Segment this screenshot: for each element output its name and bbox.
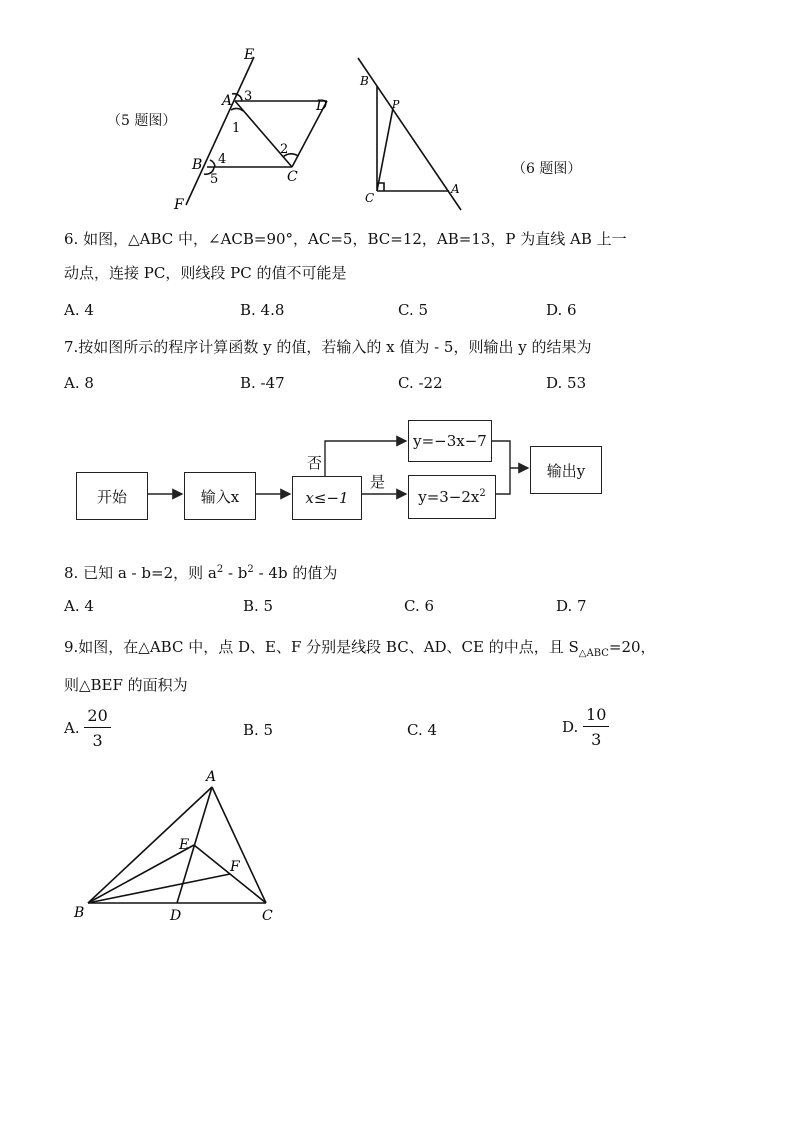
flow-input-label: 输入x	[200, 487, 240, 506]
label-5: 5	[210, 172, 219, 187]
flow-branch-yes-label	[418, 488, 486, 506]
option-d-fraction	[583, 705, 609, 749]
flow-output-label: 输出y	[546, 461, 586, 480]
option-d-numerator: 10	[583, 705, 609, 727]
label-b: B	[74, 905, 85, 921]
flow-start	[76, 472, 148, 520]
flow-branch-yes-base: y=3−2x	[418, 488, 480, 506]
label-b: B	[360, 74, 369, 88]
question-8-option-a: A. 4	[64, 597, 94, 615]
question-9-option-a	[64, 706, 111, 750]
label-p: P	[392, 98, 400, 111]
question-9-option-b: B. 5	[243, 721, 274, 739]
question-6-option-c: C. 5	[398, 301, 429, 319]
label-c: C	[262, 908, 273, 924]
option-a-label: A.	[64, 719, 80, 737]
question-8-suffix: - 4b 的值为	[253, 564, 338, 582]
label-a: A	[206, 769, 217, 785]
flow-branch-yes-exp: 2	[479, 488, 486, 499]
flow-branch-no	[408, 420, 492, 462]
label-e: E	[244, 47, 255, 63]
figure-9	[70, 765, 290, 925]
question-9-option-c: C. 4	[407, 721, 438, 739]
question-8-prefix: 8. 已知 a - b=2，则 a	[64, 564, 217, 582]
flow-condition	[292, 476, 362, 520]
question-8-option-c: C. 6	[404, 597, 435, 615]
option-d-label: D.	[562, 718, 579, 736]
question-7-option-d: D. 53	[546, 374, 587, 392]
angle-arc-1	[231, 108, 243, 111]
label-e: E	[179, 837, 190, 853]
question-8-mid: - b	[223, 564, 248, 582]
flow-branch-no-label: y=−3x−7	[413, 432, 487, 450]
label-d: D	[316, 98, 328, 114]
option-d-denominator: 3	[591, 730, 602, 749]
segment-pc	[377, 108, 393, 191]
flow-branch-yes	[408, 475, 496, 519]
question-6-option-b: B. 4.8	[240, 301, 285, 319]
line-ab	[358, 58, 461, 210]
question-6-line-1: 6. 如图，△ABC 中，∠ACB=90°，AC=5，BC=12，AB=13，P 为直线 AB 上一	[64, 230, 627, 248]
question-8-line-1	[64, 561, 337, 582]
label-c: C	[365, 191, 375, 205]
question-7-line-1: 7.按如图所示的程序计算函数 y 的值，若输入的 x 值为 - 5，则输出 y 的结果为	[64, 338, 592, 356]
question-9-prefix: 9.如图，在△ABC 中，点 D、E、F 分别是线段 BC、AD、CE 的中点，且 S	[64, 638, 579, 656]
label-b: B	[192, 157, 203, 173]
label-a: A	[451, 182, 460, 196]
option-a-numerator: 20	[84, 706, 110, 728]
question-8-option-b: B. 5	[243, 597, 274, 615]
arrow-condition-no	[325, 441, 406, 476]
segment-bf	[88, 874, 230, 903]
question-8-sup-2: 2	[247, 564, 254, 575]
line-branch-no-merge	[490, 441, 510, 468]
question-7-option-a: A. 8	[64, 374, 94, 392]
question-9-sub: △ABC	[578, 648, 609, 659]
label-d: D	[170, 908, 182, 924]
flow-no-label: 否	[307, 454, 323, 472]
question-8-option-d: D. 7	[556, 597, 587, 615]
label-f: F	[230, 859, 240, 875]
figure-6-caption: （6 题图）	[512, 161, 582, 177]
label-1: 1	[232, 121, 241, 136]
question-9-suffix: =20，	[608, 638, 656, 656]
figure-5-caption: （5 题图）	[107, 113, 177, 129]
flow-input	[184, 472, 256, 520]
label-c: C	[287, 169, 298, 185]
flow-output	[530, 446, 602, 494]
question-6-option-a: A. 4	[64, 301, 94, 319]
label-a: A	[222, 93, 233, 109]
question-8-sup-1: 2	[216, 564, 224, 575]
line-ef	[186, 57, 254, 205]
flow-start-label: 开始	[96, 487, 127, 506]
segment-ac	[212, 787, 266, 903]
option-a-denominator: 3	[92, 731, 103, 750]
question-7-option-b: B. -47	[240, 374, 285, 392]
label-2: 2	[280, 142, 289, 157]
question-6-option-d: D. 6	[546, 301, 577, 319]
label-3: 3	[244, 89, 253, 104]
option-a-fraction	[84, 706, 110, 750]
figure-6	[355, 50, 470, 215]
figure-5	[170, 45, 340, 215]
question-9-line-2: 则△BEF 的面积为	[64, 676, 188, 694]
flow-condition-label: x≤−1	[305, 489, 349, 507]
angle-arc-4	[210, 160, 215, 167]
question-7-option-c: C. -22	[398, 374, 443, 392]
label-f: F	[174, 197, 184, 213]
line-branch-yes-merge	[494, 468, 510, 494]
question-6-line-2: 动点，连接 PC，则线段 PC 的值不可能是	[64, 264, 347, 282]
question-9-line-1	[64, 638, 656, 663]
label-4: 4	[218, 152, 227, 167]
flow-yes-label: 是	[370, 473, 386, 491]
question-9-option-d	[562, 705, 609, 749]
